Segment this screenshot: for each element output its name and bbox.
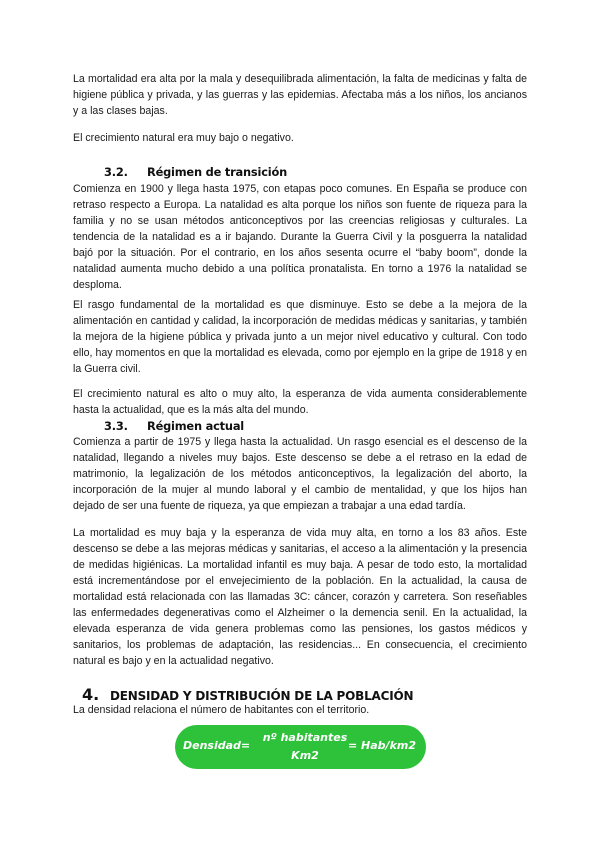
heading-number: 3.2.: [104, 165, 128, 179]
formula-rhs: = Hab/km2: [348, 739, 416, 752]
heading-3-3: [104, 418, 244, 434]
formula-numerator: nº habitantes: [262, 731, 348, 744]
paragraph-current-mortality: La mortalidad es muy baja y la esperanza de vida muy alta, en torno a los 83 años. Este descenso se debe a las mejoras médicas y sanitarias, el acceso a la alimentación y la presencia de medidas higiénicas. La mortalidad infantil es muy baja. A pesar de todo esto, la mortalidad está incrementándose por el envejecimiento de la población. En la actualidad, la causa de mortalidad está relacionada con las llamadas 3C: cáncer, corazón y carretera. Son reseñables las enfermedades degenerativas como el Alzheimer o la demencia senil. En la actualidad, la elevada esperanza de vida genera problemas como las pensiones, los gastos médicos y sanitarios, los problemas de adaptación, las residencias... En consecuencia, el crecimiento natural es bajo y en la actualidad negativo.: [73, 527, 527, 667]
paragraph-transition-natality: Comienza en 1900 y llega hasta 1975, con etapas poco comunes. En España se produce con retraso respecto a Europa. La natalidad es alta porque los niños son fuente de riqueza para la familia y no se usan métodos anticonceptivos por las creencias religiosas y culturales. La tendencia de la natalidad es a ir bajando. Durante la Guerra Civil y la posguerra la natalidad bajó por la situación. Por el contrario, en los años sesenta ocurre el “baby boom”, donde la natalidad aumenta mucho debido a una política pronatalista. En torno a 1976 la natalidad se desploma.: [73, 183, 527, 291]
paragraph-transition-mortality: El rasgo fundamental de la mortalidad es que disminuye. Esto se debe a la mejora de la alimentación en cantidad y calidad, la incorporación de medidas médicas y sanitarias, y también la mejora de la higiene pública y privada junto a un mejor nivel educativo y cultural. Con todo ello, hay momentos en que la mortalidad es elevada, como por ejemplo en la gripe de 1918 y en la Guerra civil.: [73, 299, 527, 375]
density-formula-box: [175, 725, 426, 769]
paragraph-growth-old: El crecimiento natural era muy bajo o negativo.: [73, 132, 294, 144]
paragraph-transition-growth: El crecimiento natural es alto o muy alto, la esperanza de vida aumenta considerablemente hasta la actualidad, que es la más alta del mundo.: [73, 388, 527, 416]
paragraph-density: La densidad relaciona el número de habitantes con el territorio.: [73, 704, 370, 716]
heading-3-2: [104, 164, 287, 180]
heading-text: Régimen de transición: [147, 165, 288, 179]
paragraph-mortality-old: La mortalidad era alta por la mala y desequilibrada alimentación, la falta de medicinas y falta de higiene pública y privada, y las guerras y las epidemias. Afectaba más a los niños, los ancianos y a las clases bajas.: [73, 73, 527, 117]
formula-denominator: Km2: [291, 749, 319, 762]
heading-number: 3.3.: [104, 419, 128, 433]
paragraph-current-natality: Comienza a partir de 1975 y llega hasta la actualidad. Un rasgo esencial es el descenso de la natalidad, llegando a niveles muy bajos. Este descenso se debe a el retraso en la edad de matrimonio, la legalización de los métodos anticonceptivos, la legalización del aborto, la incorporación de la mujer al mundo laboral y el cambio de mentalidad, y que los hijos han dejado de ser una fuente de riqueza, ya que empiezan a trabajar a una edad tardía.: [73, 436, 527, 512]
heading-text: DENSIDAD Y DISTRIBUCIÓN DE LA POBLACIÓN: [110, 689, 414, 703]
heading-text: Régimen actual: [147, 419, 245, 433]
formula-lhs: Densidad=: [183, 739, 251, 752]
heading-number: 4.: [82, 685, 100, 704]
